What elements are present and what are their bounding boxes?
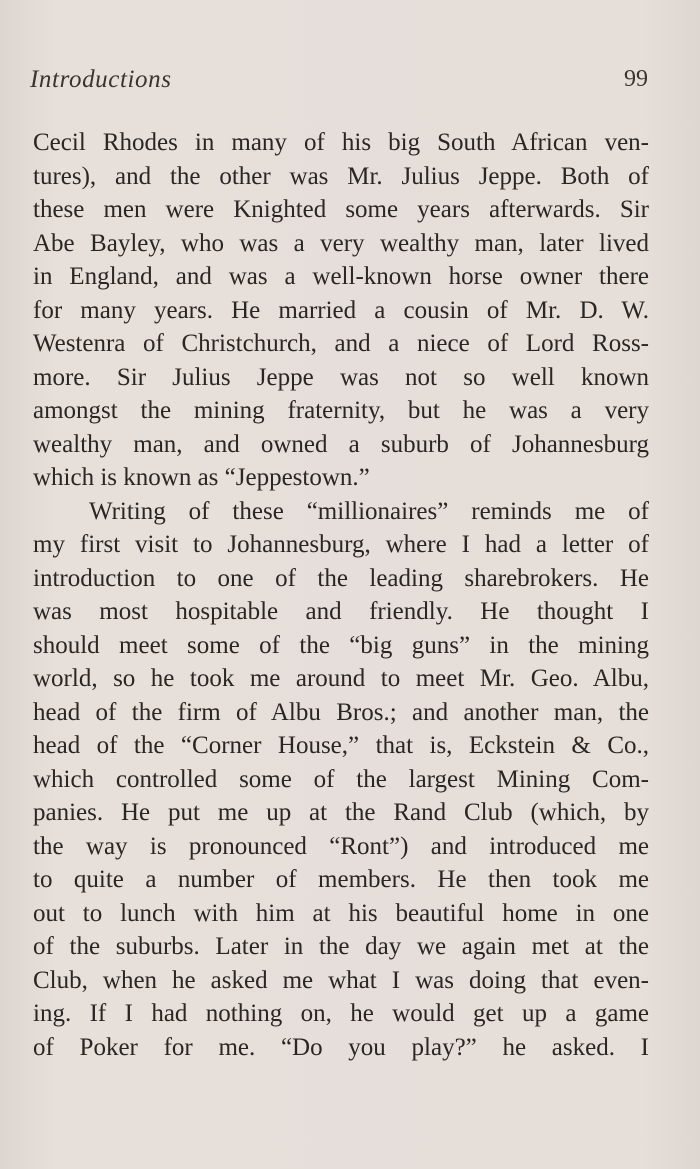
text-line: Abe Bayley, who was a very wealthy man, later lived xyxy=(33,229,649,257)
body-text xyxy=(33,126,649,1064)
running-head: Introductions xyxy=(30,66,172,93)
text-line: world, so he took me around to meet Mr. Geo. Albu, xyxy=(33,665,649,692)
page-number: 99 xyxy=(624,66,648,92)
text-line: these men were Knighted some years afterwards. Sir xyxy=(33,196,649,223)
text-line: should meet some of the “big guns” in the mining xyxy=(33,631,649,659)
text-line: panies. He put me up at the Rand Club (which, by xyxy=(33,799,649,826)
text-line: in England, and was a well-known horse owner there xyxy=(33,263,649,290)
text-line: more. Sir Julius Jeppe was not so well known xyxy=(33,363,649,391)
text-line: Writing of these “millionaires” reminds me of xyxy=(89,497,649,525)
text-line: wealthy man, and owned a suburb of Johannesburg xyxy=(33,430,649,458)
text-line: to quite a number of members. He then took me xyxy=(33,866,649,893)
text-line: introduction to one of the leading sharebrokers. He xyxy=(33,564,649,592)
text-line: Westenra of Christchurch, and a niece of Lord Ross- xyxy=(33,330,649,357)
text-line: which controlled some of the largest Mining Com- xyxy=(33,765,649,793)
text-line: ing. If I had nothing on, he would get up a game xyxy=(33,1000,649,1027)
text-line: Cecil Rhodes in many of his big South African ven- xyxy=(33,129,649,156)
text-line: my first visit to Johannesburg, where I had a letter of xyxy=(33,531,649,558)
text-line: of the suburbs. Later in the day we again met at the xyxy=(33,933,649,960)
text-line: for many years. He married a cousin of Mr. D. W. xyxy=(33,296,649,324)
text-line: head of the “Corner House,” that is, Eckstein & Co., xyxy=(33,732,649,759)
text-line: which is known as “Jeppestown.” xyxy=(33,464,370,491)
text-line: was most hospitable and friendly. He thought I xyxy=(33,598,649,625)
text-line: tures), and the other was Mr. Julius Jeppe. Both of xyxy=(33,162,649,190)
text-line: Club, when he asked me what I was doing that even- xyxy=(33,966,649,994)
page-header xyxy=(30,66,648,100)
text-line: out to lunch with him at his beautiful home in one xyxy=(33,899,649,927)
text-line: the way is pronounced “Ront”) and introduced me xyxy=(33,832,649,860)
text-line: head of the firm of Albu Bros.; and another man, the xyxy=(33,698,649,726)
text-line: of Poker for me. “Do you play?” he asked. I xyxy=(33,1033,649,1061)
text-line: amongst the mining fraternity, but he was a very xyxy=(33,397,649,424)
